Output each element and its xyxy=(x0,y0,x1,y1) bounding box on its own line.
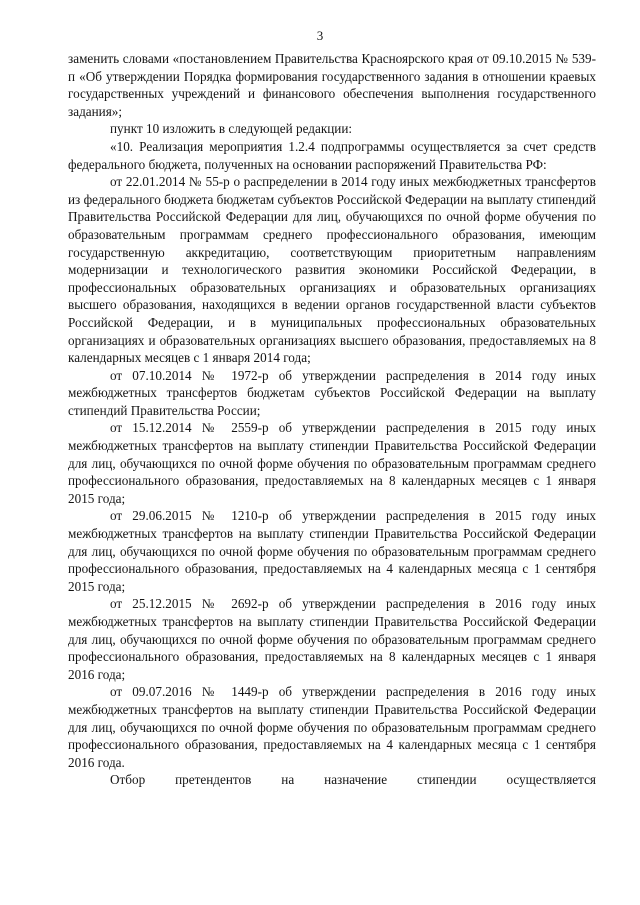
paragraph-order-1972-r: от 07.10.2014 № 1972-р об утверждении распределения в 2014 году иных межбюджетных трансфертов бюджетам субъектов Российской Федерации на выплату стипендий Правительства России; xyxy=(68,367,596,418)
paragraph-order-2692-r: от 25.12.2015 № 2692-р об утверждении распределения в 2016 году иных межбюджетных трансфертов на выплату стипендии Правительства Российской Федерации для лиц, обучающихся по очной форме обучения по образовательным программам среднего профессионального образования, предоставляемых на 8 календарных месяцев с 1 января 2016 года; xyxy=(68,596,596,682)
paragraph-selection: Отбор претендентов на назначение стипендии осуществляется xyxy=(110,772,596,788)
paragraph-item-10-intro: пункт 10 изложить в следующей редакции: xyxy=(110,121,353,137)
paragraph-order-55-r: от 22.01.2014 № 55-р о распределении в 2014 году иных межбюджетных трансфертов из федерального бюджета бюджетам субъектов Российской Федерации на выплату стипендий Правительства Российской Федерации для лиц, обучающихся по очной форме обучения по образовательным программам среднего профессионального образования, имеющим государственную аккредитацию, соответствующим приоритетным направлениям модернизации и технологического развития экономики Российской Федерации, в профессиональных образовательных организациях и образовательных организациях высшего образования, находящихся в ведении органов государственной власти субъектов Российской Федерации, и в муниципальных профессиональных образовательных организациях и образовательных организациях высшего образования, предоставляемых на 8 календарных месяцев с 1 января 2014 года; xyxy=(68,174,596,366)
paragraph-item-10: «10. Реализация мероприятия 1.2.4 подпрограммы осуществляется за счет средств федерального бюджета, полученных на основании распоряжений Правительства РФ: xyxy=(68,138,596,172)
paragraph-order-2559-r: от 15.12.2014 № 2559-р об утверждении распределения в 2015 году иных межбюджетных трансфертов на выплату стипендии Правительства Российской Федерации для лиц, обучающихся по очной форме обучения по образовательным программам среднего профессионального образования, предоставляемых на 8 календарных месяцев с 1 января 2015 года; xyxy=(68,420,596,506)
paragraph-order-1210-r: от 29.06.2015 № 1210-р об утверждении распределения в 2015 году иных межбюджетных трансфертов на выплату стипендии Правительства Российской Федерации для лиц, обучающихся по очной форме обучения по образовательным программам среднего профессионального образования, предоставляемых на 4 календарных месяца с 1 сентября 2015 года; xyxy=(68,508,596,594)
document-body xyxy=(68,50,596,789)
paragraph-order-1449-r: от 09.07.2016 № 1449-р об утверждении распределения в 2016 году иных межбюджетных трансфертов на выплату стипендии Правительства Российской Федерации для лиц, обучающихся по очной форме обучения по образовательным программам среднего профессионального образования, предоставляемых на 4 календарных месяца с 1 сентября 2016 года. xyxy=(68,684,596,770)
page-number: 3 xyxy=(316,28,324,43)
paragraph-replacement-text: заменить словами «постановлением Правительства Красноярского края от 09.10.2015 № 539-п «Об утверждении Порядка формирования государственного задания в отношении краевых государственных учреждений и финансового обеспечения выполнения государственного задания»; xyxy=(68,51,596,119)
